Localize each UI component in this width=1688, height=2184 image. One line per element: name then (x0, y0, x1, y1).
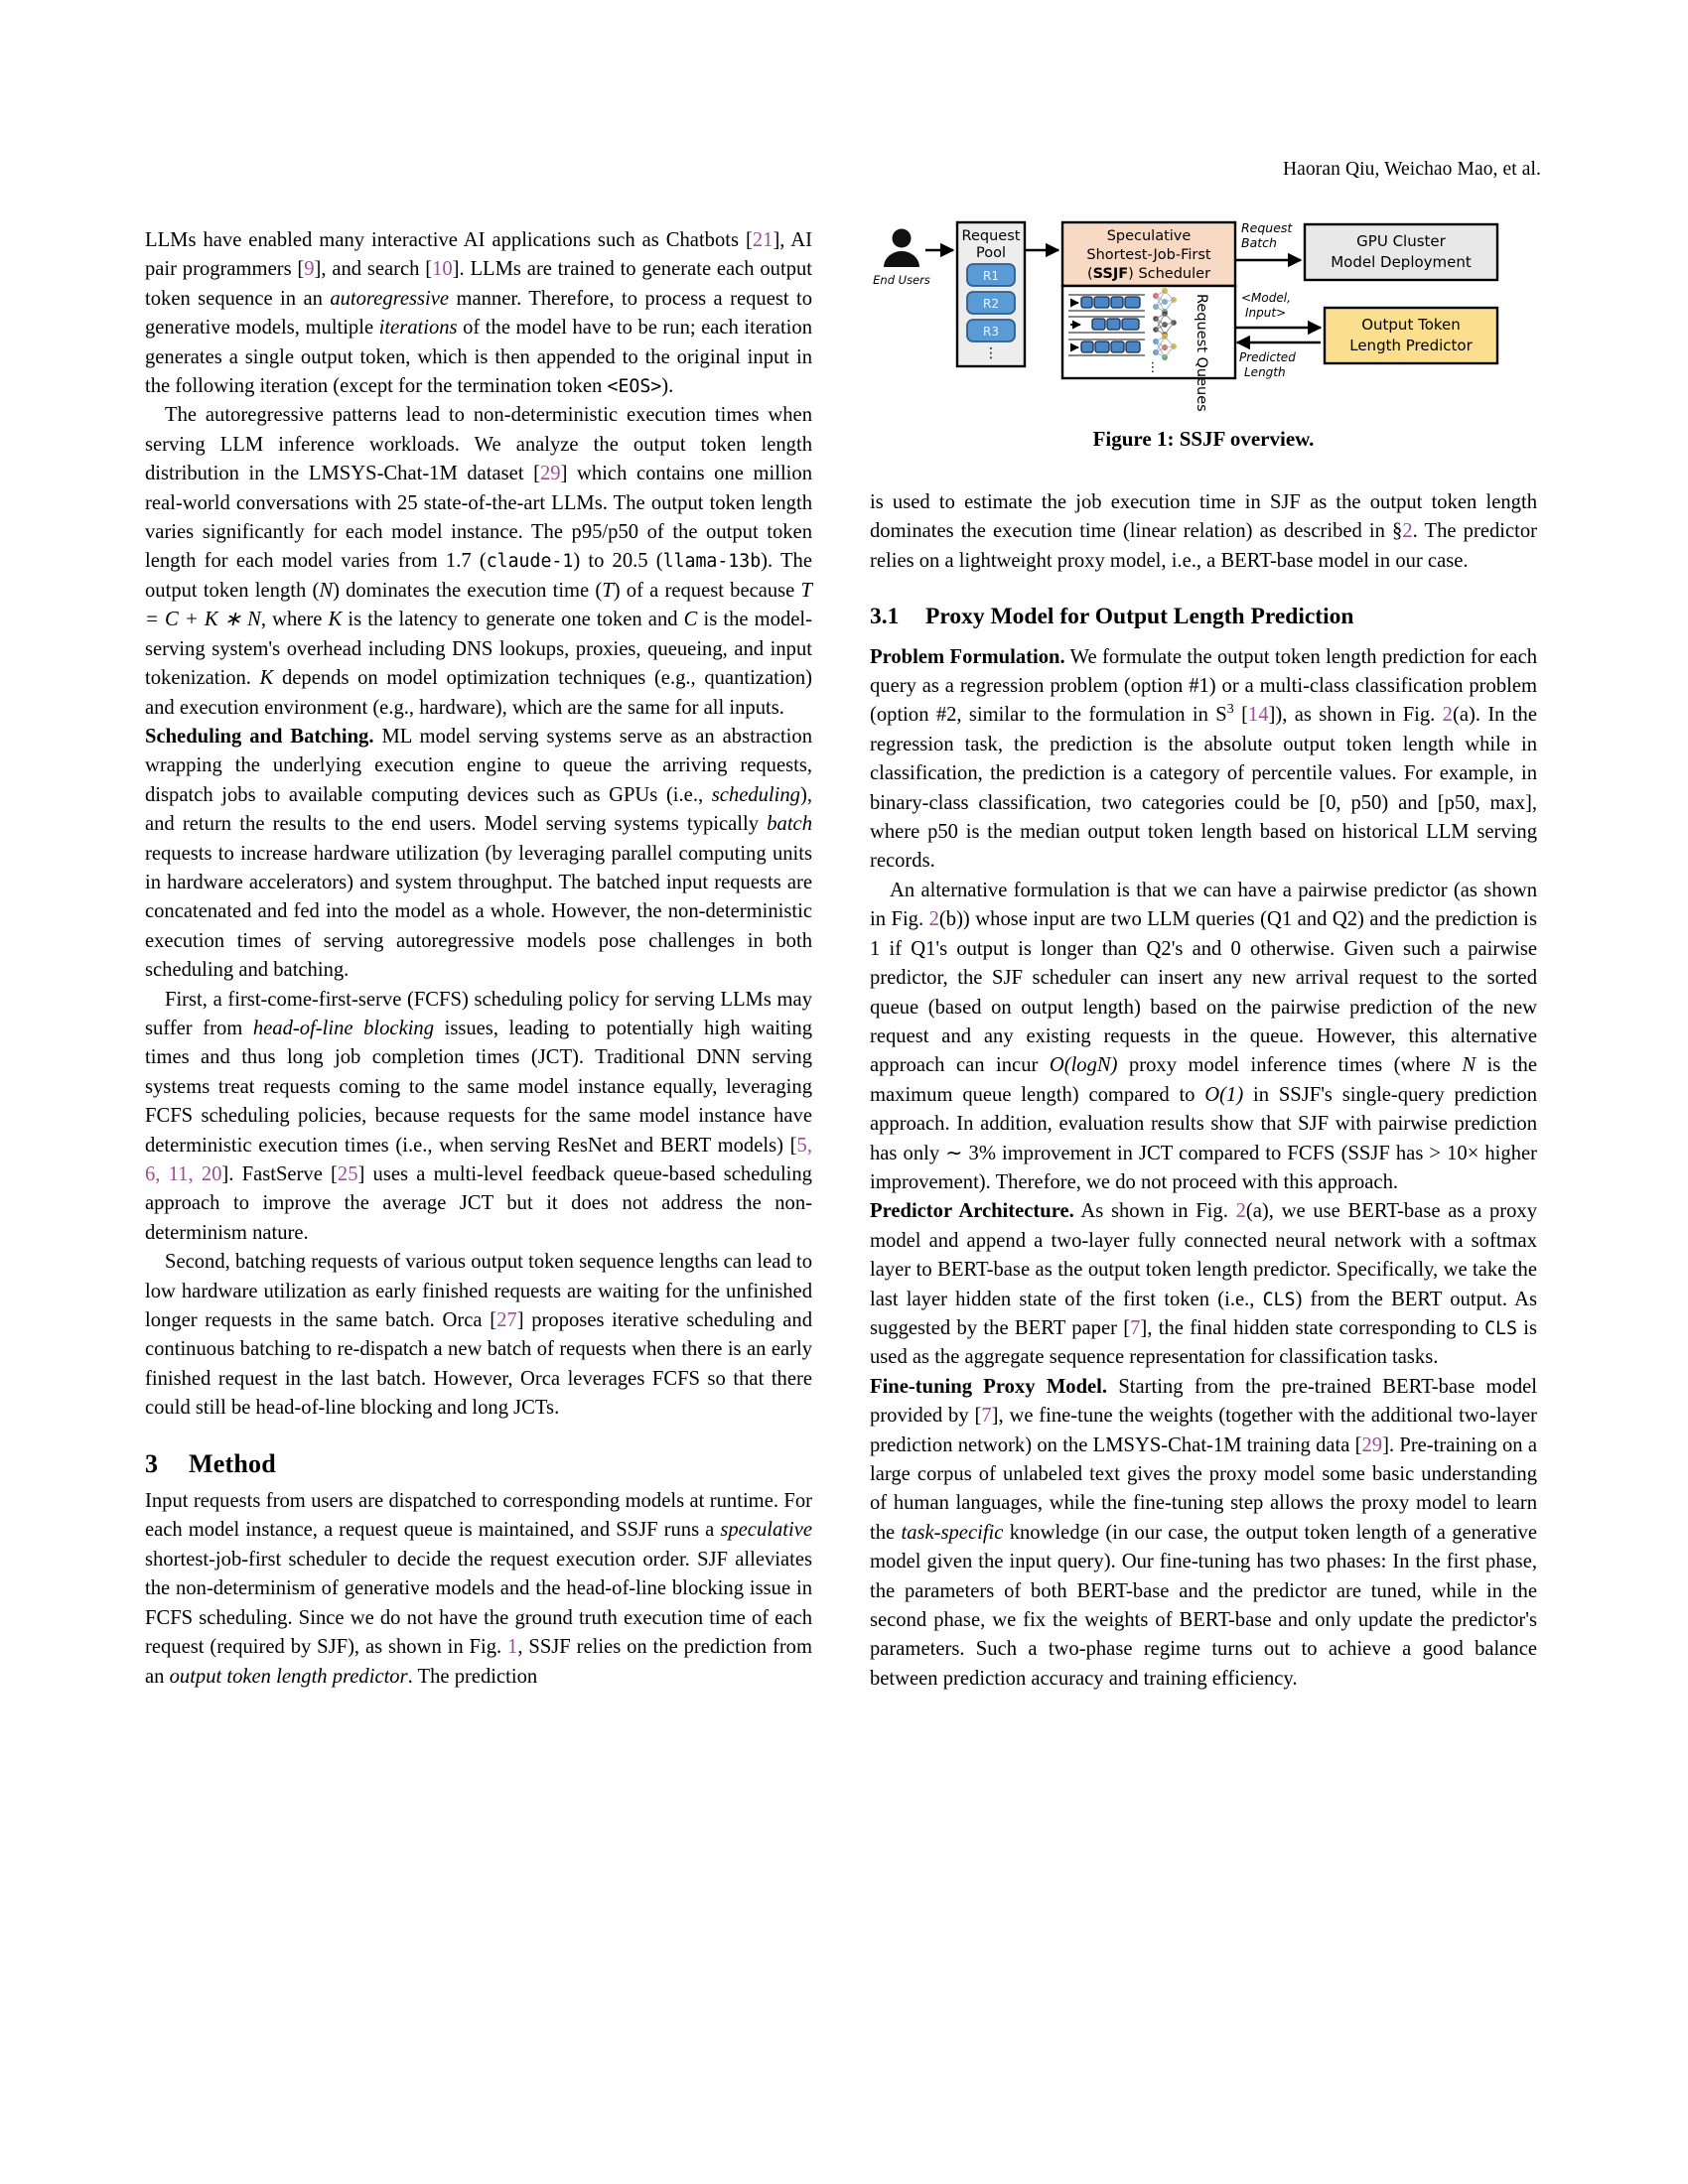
figure-reference-link[interactable]: 2 (1442, 704, 1453, 727)
text-run: is the model-serving system's overhead including DNS lookups, proxies, queueing, and input tokenization. (145, 609, 812, 690)
emphasis-text: speculative (720, 1519, 812, 1542)
text-run: Starting from the pre-trained BERT-base model provided by [ (870, 1375, 1537, 1428)
request-batch-label-2: Batch (1241, 235, 1277, 250)
text-run: ) to 20.5 ( (573, 550, 663, 573)
text-run: ], we fine-tune the weights (together with the additional two-layer prediction network) on the LMSYS-Chat-1M training data [ (870, 1405, 1537, 1456)
figure-1 (870, 212, 1537, 451)
section-number: 3 (145, 1448, 159, 1478)
code-text: CLS (1484, 1317, 1517, 1339)
citation-link[interactable]: 21 (752, 229, 774, 251)
request-batch-label-1: Request (1241, 220, 1293, 235)
paragraph-problem-formulation (870, 643, 1537, 877)
request-chip-r3 (967, 320, 1015, 341)
text-run: . The predictor relies on a lightweight proxy model, i.e., a BERT-base model in our case. (870, 520, 1538, 572)
citation-link[interactable]: 7 (1130, 1316, 1141, 1339)
text-run: ). The output token length ( (145, 550, 812, 602)
math-expression: O(1) (1204, 1083, 1244, 1106)
math-symbol: N (319, 579, 334, 602)
gpu-cluster-label-1: GPU Cluster (1356, 232, 1446, 250)
text-run: (a), we use BERT-base as a proxy model and append a two-layer fully connected neural network with a softmax layer to BERT-base as the output token length predictor. Specifically, we take the last layer hidden state of the first token (i.e., (870, 1200, 1537, 1310)
left-column (145, 226, 812, 1692)
emphasis-text: task-specific (901, 1521, 1004, 1544)
paragraph-prediction-estimate (870, 488, 1537, 576)
text-run: ]. FastServe [ (221, 1163, 338, 1185)
emphasis-text: head-of-line blocking (252, 1017, 435, 1039)
text-run: ) of a request because (613, 579, 801, 602)
citation-link[interactable]: 10 (432, 258, 453, 281)
text-run: is used to estimate the job execution time in SJF as the output token length dominates the execution time (linear relation) as described in § (870, 491, 1537, 543)
text-run: requests to increase hardware utilization (by leveraging parallel computing units in hardware accelerators) and system throughput. The batched input requests are concatenated and fed into the model as a whole. However, the non-deterministic execution times of serving autoregressive models pose challenges in both scheduling and batching. (145, 842, 812, 982)
text-run: (b)) whose input are two LLM queries (Q1 and Q2) and the prediction is 1 if Q1's output is longer than Q2's and 0 otherwise. Given such a pairwise predictor, the SJF scheduler can insert any new arrival request to the sorted queue (based on output length) based on the pairwise prediction of the new request and any existing requests in the queue. However, this alternative approach can incur (870, 908, 1537, 1077)
text-run: . The prediction (407, 1665, 538, 1688)
text-run: of the model have to be run; each iteration generates a single output token, which is then appended to the original input in the following iteration (except for the termination token (145, 317, 812, 398)
text-run: ], the final hidden state corresponding to (1140, 1316, 1485, 1339)
text-run: We formulate the output token length prediction for each query as a regression problem (option #1) or a multi-class classification problem (option #2, similar to the formulation in S (870, 645, 1538, 727)
text-run: ) from the BERT output. As suggested by the BERT paper [ (870, 1288, 1537, 1339)
request-pool-label-1: Request (961, 228, 1021, 244)
paragraph-autoregressive (145, 401, 812, 722)
text-run: , SSJF relies on the prediction from an (145, 1636, 812, 1688)
paragraph-predictor-architecture (870, 1197, 1537, 1372)
emphasis-text: autoregressive (330, 287, 450, 310)
subsection-title: Proxy Model for Output Length Prediction (925, 604, 1354, 630)
code-text: <EOS> (607, 376, 662, 398)
text-run: in SSJF's single-query prediction approach. In addition, evaluation results show that SJF with pairwise prediction has only ∼ 3% improvement in JCT compared to FCFS (SSJF has > 10× higher improvement). Therefore, we do not proceed with this approach. (870, 1083, 1537, 1193)
text-run: manner. Therefore, to process a request to generative models, multiple (145, 287, 813, 340)
section-reference-link[interactable]: 2 (1402, 520, 1413, 543)
paragraph-heading: Scheduling and Batching. (145, 725, 374, 748)
request-pool-label-2: Pool (976, 245, 1006, 261)
citation-link[interactable]: 29 (540, 463, 561, 485)
emphasis-text: iterations (378, 317, 458, 340)
svg-text:R2: R2 (983, 297, 999, 311)
paragraph-fine-tuning (870, 1373, 1537, 1694)
code-text: CLS (1262, 1289, 1296, 1310)
text-run: proxy model inference times (where (1117, 1054, 1463, 1077)
paragraph-heading: Predictor Architecture. (870, 1200, 1074, 1223)
text-run: The autoregressive patterns lead to non-deterministic execution times when serving LLM inference workloads. We analyze the output token length distribution in the LMSYS-Chat-1M dataset [ (145, 404, 812, 485)
citation-link[interactable]: 27 (496, 1309, 517, 1332)
figure-reference-link[interactable]: 2 (928, 908, 939, 931)
citation-link[interactable]: 25 (337, 1163, 358, 1185)
predicted-length-label-2: Length (1244, 365, 1286, 379)
text-run: is used as the aggregate sequence representation for classification tasks. (870, 1316, 1537, 1369)
paragraph-alternative-formulation (870, 877, 1537, 1197)
text-run: is the maximum queue length) compared to (870, 1054, 1537, 1106)
request-chip-r1 (967, 264, 1015, 286)
paragraph-scheduling-batching (145, 723, 812, 986)
model-input-label-2: Input> (1245, 306, 1287, 320)
text-run: depends on model optimization techniques (e.g., quantization) and execution environment (e.g., hardware), which are the same for all inputs. (145, 667, 812, 719)
request-chip-r2 (967, 292, 1015, 314)
text-run: issues, leading to potentially high waiting times and thus long job completion times (JCT). Traditional DNN serving systems treat requests coming to the same model instance equally, leveraging FCFS scheduling policies, because requests for the same model instance have deterministic execution times (i.e., when serving ResNet and BERT models) [ (145, 1017, 813, 1157)
gpu-cluster-label-2: Model Deployment (1331, 253, 1472, 271)
citation-link[interactable]: 7 (981, 1405, 992, 1428)
paragraph-fcfs (145, 986, 812, 1249)
code-text: llama-13b (662, 551, 762, 573)
citation-link[interactable]: 29 (1361, 1433, 1383, 1456)
citation-link[interactable]: 9 (304, 258, 315, 281)
text-run: First, a first-come-first-serve (FCFS) scheduling policy for serving LLMs may suffer from (145, 988, 812, 1039)
text-run: ]), as shown in Fig. (1268, 704, 1443, 727)
text-run: ] proposes iterative scheduling and continuous batching to re-dispatch a new batch of requests when there is an early finished request in the last batch. However, Orca leverages FCFS so that there could still be head-of-line blocking and long JCTs. (145, 1309, 812, 1420)
code-text: claude-1 (486, 551, 574, 573)
subsection-heading-proxy-model (870, 576, 1537, 642)
scheduler-label-1: Speculative (1106, 228, 1192, 244)
model-input-label-1: <Model, (1241, 291, 1291, 305)
text-run: ] which contains one million real-world conversations with 25 state-of-the-art LLMs. The output token length varies significantly for each model instance. The p95/p50 of the output token length for each model varies from 1.7 ( (145, 463, 812, 573)
math-symbol: N (1462, 1054, 1477, 1077)
emphasis-text: scheduling (711, 783, 800, 806)
text-run: LLMs have enabled many interactive AI applications such as Chatbots [ (145, 229, 753, 251)
text-run: shortest-job-first scheduler to decide the request execution order. SJF alleviates the non-determinism of generative models and the head-of-line blocking issue in FCFS scheduling. Since we do not have the ground truth execution time of each request (required by SJF), as shown in Fig. (145, 1548, 812, 1659)
scheduler-label-3: (SSJF) Scheduler (1086, 266, 1211, 282)
citation-link[interactable]: 5, 6, 11, 20 (145, 1134, 812, 1185)
paragraph-heading: Fine-tuning Proxy Model. (870, 1375, 1108, 1398)
math-expression: O(logN) (1049, 1054, 1118, 1077)
text-run: Second, batching requests of various output token sequence lengths can lead to low hardware utilization as early finished requests are waiting for the unfinished longer requests in the same batch. Orca [ (145, 1251, 812, 1332)
text-run: is the latency to generate one token and (342, 609, 684, 631)
text-run: , where (260, 609, 329, 631)
predictor-label-1: Output Token (1361, 316, 1461, 334)
superscript: 3 (1226, 702, 1234, 718)
predicted-length-label-1: Predicted (1239, 350, 1296, 364)
figure-reference-link[interactable]: 1 (507, 1636, 518, 1659)
math-symbol: C (683, 609, 698, 631)
figure-1-caption: Figure 1: SSJF overview. (1092, 427, 1315, 451)
figure-reference-link[interactable]: 2 (1235, 1200, 1246, 1223)
right-column (870, 488, 1537, 1694)
paragraph-method-intro (145, 1487, 812, 1692)
section-title: Method (189, 1448, 276, 1478)
emphasis-text: output token length predictor (169, 1665, 408, 1688)
citation-link[interactable]: 14 (1247, 704, 1269, 727)
text-run: An alternative formulation is that we can have a pairwise predictor (as shown in Fig. (870, 879, 1537, 931)
text-run: ) dominates the execution time ( (333, 579, 603, 602)
text-run: ), and return the results to the end users. Model serving systems typically (145, 783, 812, 836)
text-run: knowledge (in our case, the output token length of a generative model given the input query). Our fine-tuning has two phases: In the first phase, the parameters of both BERT-base and the predictor are tuned, while in the second phase, we fix the weights of BERT-base and only update the predictor's parameters. Such a two-phase regime turns out to achieve a good balance between prediction accuracy and training efficiency. (870, 1521, 1537, 1690)
ssjf-overview-svg (870, 212, 1537, 426)
text-run: ] uses a multi-level feedback queue-based scheduling approach to improve the average JCT but it does not address the non-determinism nature. (145, 1163, 812, 1244)
text-run: ]. Pre-training on a large corpus of unlabeled text gives the proxy model some basic understanding of human languages, while the fine-tuning step allows the proxy model to learn the (870, 1433, 1537, 1544)
text-run: ). (661, 375, 674, 398)
end-users-label: End Users (873, 273, 930, 287)
text-run: Input requests from users are dispatched to corresponding models at runtime. For each model instance, a request queue is maintained, and SSJF runs a (145, 1490, 812, 1542)
predictor-label-2: Length Predictor (1349, 337, 1473, 354)
math-symbol: K (328, 609, 343, 631)
svg-text:R3: R3 (983, 325, 999, 339)
paragraph-batching (145, 1248, 812, 1423)
text-run: ], and search [ (314, 258, 433, 281)
math-symbol: T (602, 579, 614, 602)
request-pool-ellipsis: ⋮ (984, 345, 998, 361)
math-symbol: K (259, 667, 274, 690)
text-run: ], AI pair programmers [ (145, 229, 813, 281)
subsection-number: 3.1 (870, 604, 900, 630)
text-run: (a). In the regression task, the prediction is the absolute output token length while in classification, the prediction is a category of percentile values. For example, in binary-class classification, two categories could be [0, p50) and [p50, max], where p50 is the median output token length based on historical LLM serving records. (870, 704, 1537, 873)
scheduler-label-2: Shortest-Job-First (1086, 247, 1211, 263)
svg-text:R1: R1 (983, 269, 999, 283)
running-header: Haoran Qiu, Weichao Mao, et al. (1283, 159, 1541, 180)
text-run: [ (1233, 704, 1248, 727)
math-equation: T = C + K ∗ N (145, 579, 812, 631)
end-user-icon (884, 229, 919, 268)
paragraph-heading: Problem Formulation. (870, 645, 1065, 668)
section-heading-method (145, 1424, 812, 1487)
emphasis-text: batch (767, 813, 812, 836)
text-run: ML model serving systems serve as an abstraction wrapping the underlying execution engine to queue the arriving requests, dispatch jobs to available computing devices such as GPUs (i.e., (145, 725, 812, 806)
text-run: As shown in Fig. (1073, 1200, 1236, 1223)
paragraph-intro (145, 226, 812, 401)
queues-ellipsis: ⋮ (1146, 360, 1160, 375)
request-queues-label: Request Queues (1194, 294, 1209, 412)
text-run: ]. LLMs are trained to generate each output token sequence in an (145, 258, 813, 310)
